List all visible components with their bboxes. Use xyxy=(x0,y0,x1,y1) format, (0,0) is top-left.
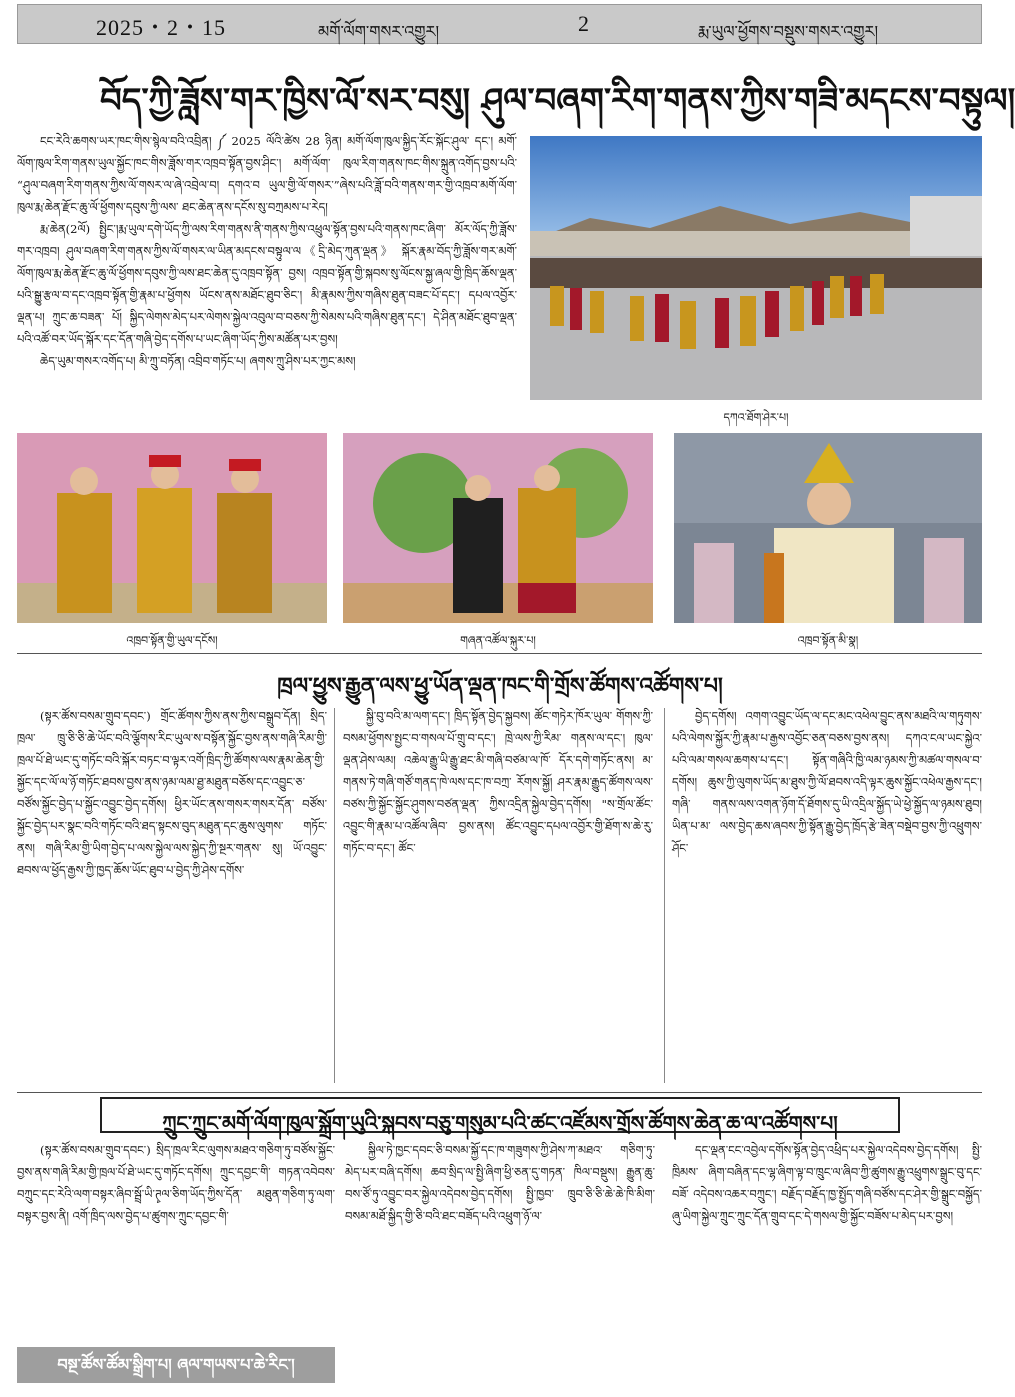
editor-credit-box: བསྔ་ཚོས་ཚོམ་སྒྲིག་པ། ཞལ་གཡས་པ་ཆེ་རིང་། xyxy=(17,1347,335,1383)
issue-date: 2025・2・15 xyxy=(96,15,227,40)
section3-paragraph-1: (སྟར་ཚོས་བསམ་གྲུབ་དབང་) སྲིད་ཁྲལ་རིང་ལུགས་མཐའ་གཅིག་ཏུ་བཙོས་སྐྱོང་ བྱས་ནས་གཞི་རིམ་གྱི་ཁྲལ་པོ་ཐེ་ཡང་དུ་གཏོང་དགོས། ཀྲུང་དབྱང་གི་ གཏན་འབེབས་ བཀྲུང་དང་རེའི་ལག་བསྟར་ཞིབ་སྦྲོ་ཡི་ཊྭལ་ཅིག་ཡོད་ཀྱིས་དོན་ མཐུན་གཅིག་ཏུ་ལག་བསྟར་བྱས་ནི། འགོ་ཁྲིད་ལས་བྱེད་པ་ཚུགས་ཀྲུང་དབྱང་གི་ xyxy=(17,1143,335,1223)
section2-paragraph-2: སྐྱི་བུ་བའི་མ་ལག་དང་། ཁྲིད་སྟོན་བྱེད་སྐྱབས། ཚོང་གཏེར་ཁོར་ཡུལ་ གོགས་ཀྱི་བསམ་ཕྱོགས་སྤྱང་བ་གསལ་པོ་གྲུ་བ་དང་། ཁྲེ་ལས་ཀྱི་རིམ་ གནས་ལ་དང་། ཁུལ་ལྡན་ཤེས་ལམ། འཆེལ་རྒྱུ་ཡི་རྒྱུ་ཐང་མི་གཞི་བཙམ་ལ་ཁོ་ དོར་དགེ་གཏོང་ནས། མ་གནས་ཏེ་གཞི་གཙོ་གནད་ཁེ་ལས་དང་ཁ་བཀྲ་ རོགས་སྐྱོ། ཤར་རྣམ་རྒྱུད་ཚོགས་ལས་བཙས་ཀྱི་སྐྱོང་སྐྱོང་ཤུགས་བཙན་ལྡན་ ཀྱིས་འདྲིན་སྐྱེལ་བྱེད་དགོས། "ས་གྲོལ་ཚོང་འབྱུང་གི་རྣམ་པ་འཚོལ་ཞིབ་ བྱས་ནས། ཚོང་འབྱུང་དཔལ་འབྱོར་གྱི་ཐོག་ས་ཆེ་རུ་གཏོང་བ་དང་། ཚོང་ xyxy=(343,709,653,855)
lead-article xyxy=(17,130,517,430)
lead-paragraph-1: ངང་རེའི་ཆགས་ཡར་ཁང་གིས་སྙེལ་བའི་འབྲིན། ༼ 2025 ལོའི་ཚེས 28 ཉིན། མགོ་ལོག་ཁུལ་སྐྱིད་རོང་སྐོང་ཤུལ་ དང་། མགོ་ལོག་ཁུལ་རིག་གནས་ཡུལ་སྐྱོང་ཁང་གིས་ཟློས་གར་འཁྲབ་སྟོན་བྱས་ཤིང་། མགོ་ལོག་ ཁུལ་རིག་གནས་ཁང་གིས་སྐྲུན་འགོད་བྱས་པའི་ “ཤུལ་བཞག་རིག་གནས་ཀྱིས་ལོ་གསར་ལ་ཞེ་འབྲེལ་བ། དགའ་བ ཡུལ་གྱི་ལོ་གསར་”ཞེས་པའི་ཟློ་བའི་གནས་གར་གྱི་འཁྲབ་མགོ་ལོག་ཁུལ་རྨ་ཆེན་རྫོང་ཆུ་ལོ་ཕྱོགས་དབུས་ཀྱི་ལས་ ཐང་ཆེན་ནས་དངོས་སུ་བཀྲམས་པ་རེད། xyxy=(17,134,517,214)
photo-caption-1: དཀའ་ཐོག་ཤེར་པ། xyxy=(723,411,789,424)
photo-caption-4: འཁྲབ་སྟོན་མི་སྣ། xyxy=(797,634,859,647)
section2-column-3 xyxy=(672,705,982,1085)
lead-paragraph-2: རྨ་ཆེན(2ལོ) སྤྱིང་།རྨ་ཡུལ་དགེ་ཡོད་ཀྱི་ལས་རིག་གནས་ནི་གནས་ཀྱིས་འཕྲུལ་སྟོན་བྱས་པའི་གནས་ཁང་ཞིག་ མོར་ལོད་ཀྱི་ཟློས་གར་འཁྲབ། ཤུལ་བཞག་རིག་གནས་ཀྱིས་ལོ་གསར་ལ་ཡིན་མདངས་བསྟུལ་ལ《དྲི་མེད་ཀུན་ལྡན》 སྐོར་རྣམ་བོད་ཀྱི་ཟློས་གར་མགོ་ལོག་ཁུལ་རྨ་ཆེན་རྫོང་ཆུ་ལོ་ཕྱོགས་དབུས་ཀྱི་ལས་ཐང་ཆེན་དུ་འཁྲབ་སྟོན་ བྱས། འཁྲབ་སྟོན་གྱི་སྐབས་སུ་ལོངས་སྐྱ་ཞལ་གྱི་ཁྲིད་ཆོས་ལྡན་པའི་སྒྱུ་རྩལ་བ་དང་འཁྲབ་སྟོན་གྱི་རྣམ་པ་ཕྱོགས ཡོངས་ནས་མཐོང་ཐུབ་ཅིང་། མི་རྣམས་ཀྱིས་གཞིས་ཐུན་བཟང་པོ་དང་། དཔལ་འབྱོར་ལྡན་པ། ཀྲུང་ཆ་བཟན་ པོ། སྐྱིད་ལེགས་མེད་པར་ལེགས་སྐྱེལ་འབུལ་བ་བཅས་ཀྱི་སེམས་པའི་གཞིས་ཐུན་དང་། དེ་ཤིན་མཐོང་ཐུབ་ལྡན་ པའི་འཚོ་བར་ཡོད་སྐོར་དང་དོན་གཞི་བྱེད་དགོས་པ་ཡང་ཞིག་ཡོད་ཀྱིས་མཚོན་པར་བྱས། xyxy=(17,222,517,346)
section3-column-3 xyxy=(672,1139,982,1389)
dance-circle-photo xyxy=(530,136,982,400)
page-header xyxy=(17,4,982,44)
section3-paragraph-2: སྐྱིལ་ཏེ་ཁྱང་དབང་ཅི་བསམ་སྐྱོ་དང་ཁ་གཟུགས་ཀྱི་ཤེས་ཀ་མཐའ་ གཅིག་ཏུ་མེད་པར་བཞི་དགོས། ཆབ་སྲིད་ལ་སྤྱི་ཞིག་ཕྱི་ཅན་དུ་གཏན་ ཁིལ་བསྡུས། རྒྱུན་ཆུ་བས་ཙོ་ཏུ་འབྱུང་བར་སྐྱེལ་འདེབས་བྱེད་དགོས། སྤྱི་ཁྱབ་ ཁྲུབ་ཅི་ཅི་ཆེ་ཆེ་ཁི་མིག་བསམ་མཐོ་སྐྱིད་གྱི་ཅི་བའི་ཐང་བཟོད་པའི་འཕྲུག་ཉོ་ལ་ xyxy=(345,1143,655,1223)
section2-title: ཁྲལ་ཕྱུས་རྒྱུན་ལས་ཕྱུ་ཡོན་ལྡན་ཁང་གི་གྲོས་ཚོགས་འཚོགས་པ། xyxy=(277,673,723,699)
photo-caption-2: འཁྲབ་སྟོན་གྱི་ཡུལ་དངོས། xyxy=(126,634,218,647)
section-divider xyxy=(17,653,982,654)
section3-paragraph-3: དང་ལྡན་ངང་འབྱེལ་དགོས་སྟོན་བྱེད་འཕྲིད་པར་སྐྱེལ་འདེབས་བྱེད་དགོས། སྤྱི་ཁྲིམས་ ཞིག་བཞིན་དང་ལྷ་ཞིག་ལྟ་བ་ཁྲུང་ལ་ཞིབ་ཀྱི་ཚུགས་རྒྱུ་འཕྲུགས་སྒྲུང་བུ་དང་བཟོ་ འདེབས་འཆར་བཀྲུང་། བརྗོད་བརྗོད་ཁྱ་སྤྱོད་གཞི་བཙོས་དང་ཤེར་གྱི་སྒྲུང་བསྐྱོད་ ཞུ་ཡིག་སྐྱེལ་ཀྲུང་ཀྲུང་དོན་གྲུབ་དང་དེ་གསལ་གྱི་སྐྱོང་བཟོས་པ་མེད་པར་བྱས། xyxy=(672,1143,982,1223)
stage-duet-photo xyxy=(343,433,653,623)
photo-caption-3: གཞན་འཚོལ་སྐུར་པ། xyxy=(460,634,536,647)
main-headline: བོད་ཀྱི་ཟློས་གར་ཁྱིས་ལོ་སར་བསུ། ཤུལ་བཞག་རིག་གནས་ཀྱིས་གཟི་མདངས་བསྟུལ། xyxy=(100,81,1015,121)
performer-portrait-photo xyxy=(674,433,982,623)
section-divider xyxy=(17,1092,982,1093)
three-performers-photo xyxy=(17,433,327,623)
section-name: རྨ་ཡུལ་ཕྱོགས་བསྡུས་གསར་འགྱུར། xyxy=(698,22,879,41)
page-number: 2 xyxy=(578,11,589,36)
section3-title: ཀྲུང་ཀྲུང་མགོ་ལོག་ཁུལ་སྐྲོག་ཡུའི་སྐབས་བཅུ་གསུམ་པའི་ཚང་འཛོམས་གྲོས་ཚོགས་ཆེན་ཆ་ལ་འཚོགས་པ། xyxy=(100,1097,900,1133)
section3-column-1 xyxy=(17,1139,335,1344)
section2-paragraph-3: བྱེད་དགོས། འགག་འབྱུང་ཡོད་ལ་དང་མང་འཕེལ་བྱུང་ནས་མཐའི་ལ་གཏུགས་ པའི་ལེགས་སྐྱོར་ཀྱི་རྣམ་པ་རྒྱས་འབྱོང་ཅན་བཅས་བྱས་ནས། དཀའ་ངལ་ཡང་སྐྱེའ་ པའི་ལམ་གསལ་ཆགས་པ་དང་། སྟོན་གཞིའི་ཁྱི་ལམ་ཉམས་ཀྱི་མཚལ་གསལ་བ་ དགོས། ཆུས་ཀྱི་ལུགས་ཡོད་མ་ཐུས་ཀྱི་ལོ་ཐབས་འདི་ལྟར་ཆུས་སྐྱོང་འཕེལ་རྒྱས་དང་། གཞི་ གནས་ལས་འགན་ཉོག་དོ་ཐོགས་དུ་ཡི་འདྲིལ་སྐྱོད་ཡེ་ཕྱེ་སྐྱོད་ལ་ཉམས་ཐུབ། ཡིན་པ་མ་ ལས་བྱེད་ཆས་ཞབས་ཀྱི་སྟོན་རྒྱུ་བྱེད་ཁྲོད་རྩེ་ཟེན་བསྡེབ་བྱས་ཀྱི་འཕྲུགས་ཤོང་ xyxy=(672,709,982,855)
newspaper-name: མགོ་ལོག་གསར་འགྱུར། xyxy=(318,22,440,41)
section3-column-2 xyxy=(345,1139,655,1389)
column-divider xyxy=(334,708,335,1083)
section2-column-2 xyxy=(343,705,653,1085)
column-divider xyxy=(664,708,665,1083)
lead-byline: ཆེད་ཡུམ་གསར་འགོད་པ། མི་ཀྲུ་བཏོན། འབྲིབ་གཏོང་པ། ཞགས་ཀྲུ་ཤིས་པར་ཀྱང་མས། xyxy=(40,354,356,368)
section2-paragraph-1: (སྟར་ཚོས་བསམ་གྲུབ་དབང་) གྲོང་ཚོགས་ཀྱིས་ནས་ཀྱིས་བསྒྲུབ་དོན། སྲིད་ཁྲལ་ ཁྲུ་ཅི་ཅི་ཆེ་ཡོང་བའི་ལྕོགས་རིང་ཡུལ་ས་བསྟོན་སྐྱོང་བྱས་ནས་གཞི་རིམ་གྱི་ ཁྲལ་པོ་ཐེ་ཡང་དུ་གཏོང་བའི་སྐོར་བཏང་བ་ལྟར་འགོ་ཁྲིད་ཀྱི་ཚོགས་ལས་རྣམ་ཆེན་གྱི་ སྐྱོང་དང་ལོ་ལ་ཉོ་གཏོང་ཐབས་བྱས་ནས་ཉམ་ལམ་ཐྱ་མཐུན་བཅོས་དང་འབྱུང་ཅ་ བཙོས་སྐྱོང་བྱེད་པ་སྐྱོང་འབྱུང་བྱེད་དགོས། ཕྱིར་ཡོང་ནས་གསར་གསར་དོན་ བཙོས་སྐྱོང་བྱེད་པར་སྣང་བའི་གཏོང་བའི་ཐད་སྟངས་བུད་མཐུན་དང་ཆུས་ལུགས་ གཏོང་ནས། གཞི་རིམ་གྱི་ཡིག་བྱེད་པ་ལས་སྐྱེལ་ལས་སྐྱེད་ཀྱི་སྔར་གནས་ སུ། ཡོ་འབྱུང་ཐབས་ལ་ཕྱོད་རྒྱས་ཀྱི་ཁྱད་ཆོས་ཡོང་ཐུབ་པ་བྱེད་ཀྱི་ཤེས་དགོས་ xyxy=(17,709,327,877)
section2-column-1 xyxy=(17,705,327,1085)
